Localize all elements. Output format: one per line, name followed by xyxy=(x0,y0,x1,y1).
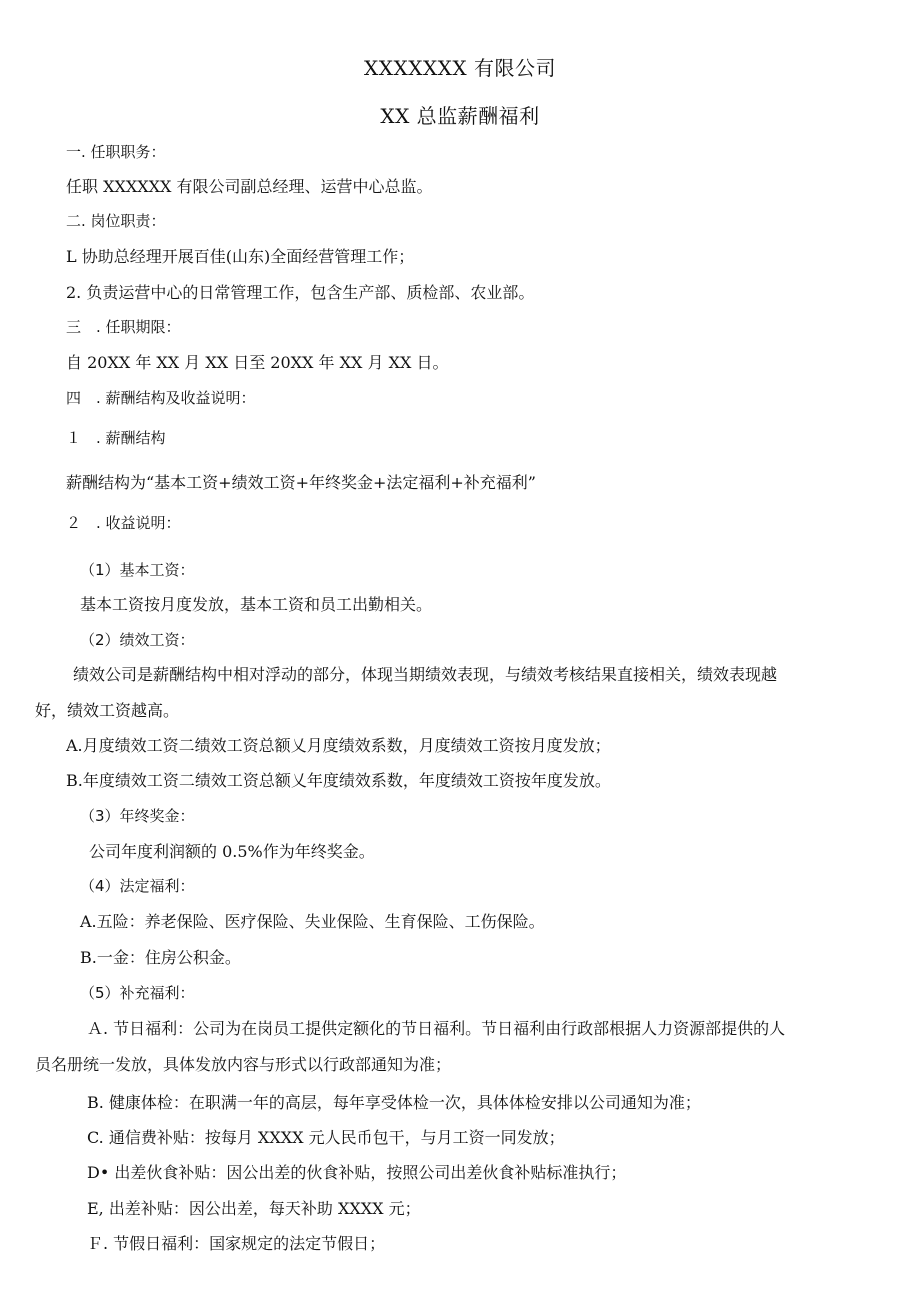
item-4-heading: （4）法定福利： xyxy=(80,877,195,895)
section-2-item-2: 2. 负责运营中心的日常管理工作，包含生产部、质检部、农业部。 xyxy=(66,283,535,302)
item-1-text: 基本工资按月度发放，基本工资和员工出勤相关。 xyxy=(80,595,433,614)
item-2-heading: （2）绩效工资： xyxy=(80,631,195,649)
item-3-heading: （3）年终奖金： xyxy=(80,807,195,825)
section-3-text: 自 20XX 年 XX 月 XX 日至 20XX 年 XX 月 XX 日。 xyxy=(66,353,449,372)
section-3-heading: 三 . 任职期限： xyxy=(66,318,181,336)
item-2-a: A.月度绩效工资二绩效工资总额乂月度绩效系数，月度绩效工资按月度发放； xyxy=(66,736,611,755)
section-1-text: 任职 XXXXXX 有限公司副总经理、运营中心总监。 xyxy=(66,177,433,196)
company-title: XXXXXXX 有限公司 xyxy=(363,56,557,80)
item-5-c: C. 通信费补贴：按每月 XXXX 元人民币包干，与月工资一同发放； xyxy=(87,1128,565,1147)
section-2-heading: 二. 岗位职责： xyxy=(66,212,166,230)
section-1-heading: 一. 任职职务： xyxy=(66,143,166,161)
item-2-text-line-1: 绩效公司是薪酬结构中相对浮动的部分，体现当期绩效表现，与绩效考核结果直接相关，绩效表现越 xyxy=(73,665,778,684)
item-3-text: 公司年度利润额的 0.5%作为年终奖金。 xyxy=(89,842,375,861)
document-title: XX 总监薪酬福利 xyxy=(380,104,540,128)
item-1-heading: （1）基本工资： xyxy=(80,561,195,579)
item-5-heading: （5）补充福利： xyxy=(80,984,195,1002)
section-4-sub-1-text: 薪酬结构为“基本工资+绩效工资+年终奖金+法定福利+补充福利” xyxy=(66,473,536,492)
item-4-b: B.一金：住房公积金。 xyxy=(80,948,241,967)
item-5-d: D• 出差伙食补贴：因公出差的伙食补贴，按照公司出差伙食补贴标准执行； xyxy=(87,1163,627,1182)
item-5-e: E, 出差补贴：因公出差，每天补助 XXXX 元； xyxy=(87,1199,421,1218)
item-4-a: A.五险：养老保险、医疗保险、失业保险、生育保险、工伤保险。 xyxy=(80,912,545,931)
section-4-heading: 四 . 薪酬结构及收益说明： xyxy=(66,389,256,407)
section-4-sub-1: １ . 薪酬结构 xyxy=(66,429,166,447)
item-5-f: Ｆ. 节假日福利：国家规定的法定节假日； xyxy=(87,1234,386,1253)
section-2-item-1: L 协助总经理开展百佳(山东)全面经营管理工作； xyxy=(66,247,415,266)
item-5-a-line-2: 员名册统一发放，具体发放内容与形式以行政部通知为准； xyxy=(35,1055,452,1074)
item-5-b: B. 健康体检：在职满一年的高层，每年享受体检一次，具体体检安排以公司通知为准； xyxy=(87,1093,701,1112)
item-2-text-line-2: 好，绩效工资越高。 xyxy=(35,701,180,720)
item-5-a-line-1: Ａ. 节日福利：公司为在岗员工提供定额化的节日福利。节日福利由行政部根据人力资源部提供的人 xyxy=(87,1019,786,1038)
section-4-sub-2: ２ . 收益说明： xyxy=(66,514,181,532)
item-2-b: B.年度绩效工资二绩效工资总额乂年度绩效系数，年度绩效工资按年度发放。 xyxy=(66,771,611,790)
